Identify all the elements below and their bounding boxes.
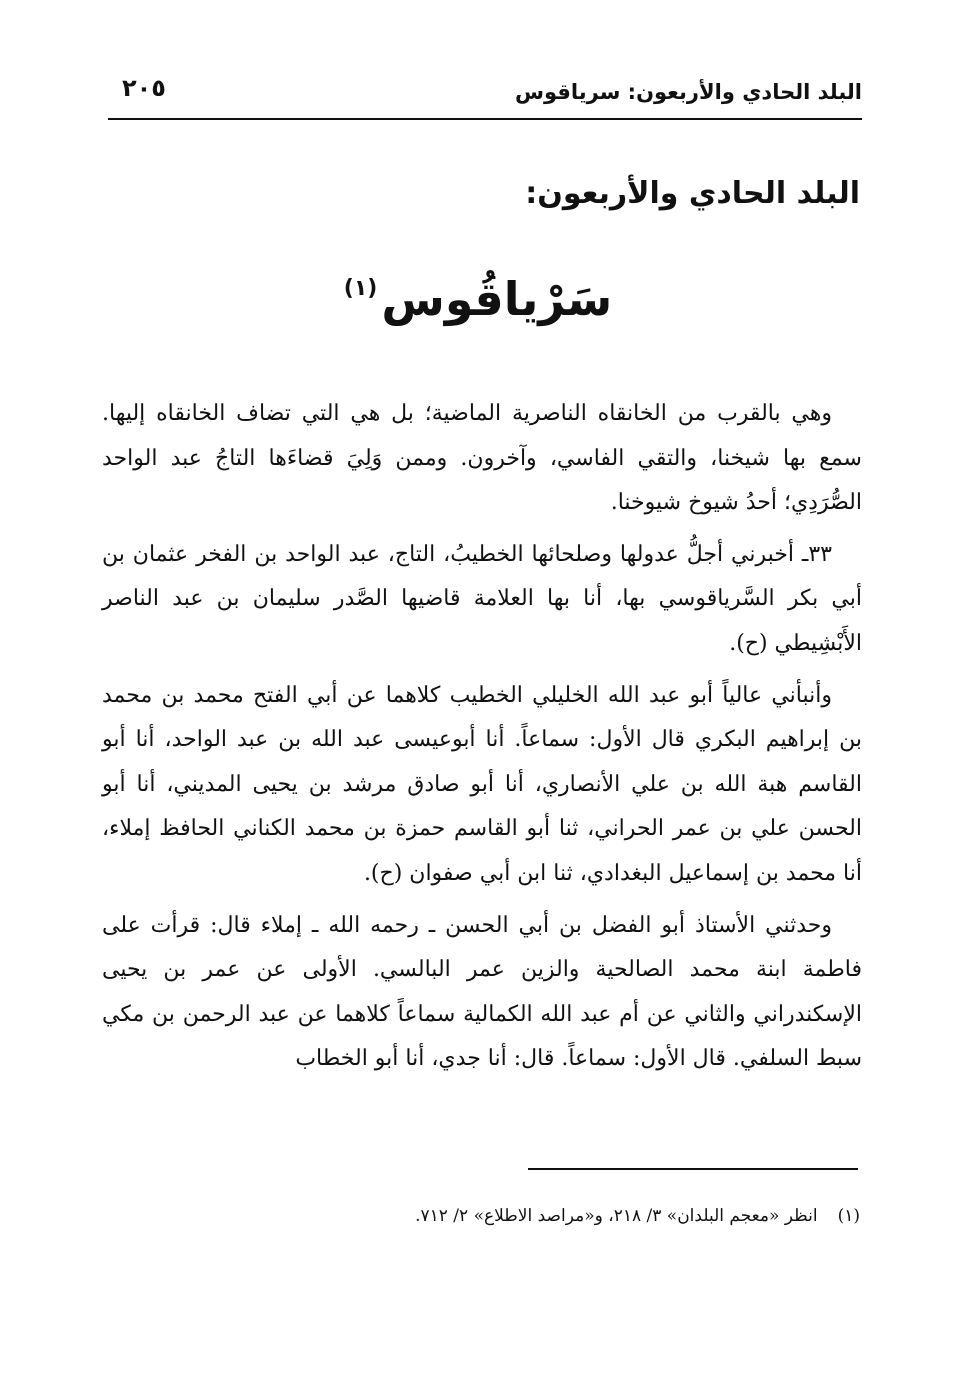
main-title-block bbox=[0, 272, 956, 326]
paragraph-isnad-1: وأنبأني عالياً أبو عبد الله الخليلي الخطيب كلاهما عن أبي الفتح محمد بن محمد بن إبراهيم البكري قال الأول: سماعاً. أنا أبوعيسى عبد الله بن عبد الواحد، أنا أبو القاسم هبة الله بن علي الأنصاري، أنا أبو صادق مرشد بن يحيى المديني، أنا أبو الحسن علي بن عمر الحراني، ثنا أبو القاسم حمزة بن محمد الكناني الحافظ إملاء، أنا محمد بن إسماعيل البغدادي، ثنا ابن أبي صفوان (ح). bbox=[102, 682, 862, 886]
footnote-marker: (١) bbox=[837, 1206, 860, 1226]
section-heading: البلد الحادي والأربعون: bbox=[525, 176, 860, 211]
footnote-divider bbox=[528, 1168, 858, 1170]
running-title: البلد الحادي والأربعون: سرياقوس bbox=[514, 80, 862, 104]
paragraph-isnad-2: وحدثني الأستاذ أبو الفضل بن أبي الحسن ـ رحمه الله ـ إملاء قال: قرأت على فاطمة ابنة محمد الصالحية والزين عمر البالسي. الأولى عن عمر بن يحيى الإسكندراني والثاني عن أم عبد الله الكمالية سماعاً كلاهما عن عبد الرحمن بن مكي سبط السلفي. قال الأول: سماعاً. قال: أنا جدي، أنا أبو الخطاب bbox=[102, 912, 862, 1072]
main-title: سَرْياقُوس bbox=[381, 272, 613, 326]
footnote-text: انظر «معجم البلدان» ٣/ ٢١٨، و«مراصد الاطلاع» ٢/ ٧١٢. bbox=[415, 1206, 818, 1226]
paragraph-hadith-33: ٣٣ـ أخبرني أجلُّ عدولها وصلحائها الخطيبُ، التاج، عبد الواحد بن الفخر عثمان بن أبي بكر السَّرياقوسي بها، أنا بها العلامة قاضيها الصَّدر سليمان بن عبد الناصر الأَبْشِيطي (ح). bbox=[102, 541, 862, 656]
title-footnote-marker: (١) bbox=[343, 276, 378, 301]
footnote bbox=[415, 1206, 860, 1226]
body-text bbox=[102, 392, 862, 1082]
paragraph-intro: وهي بالقرب من الخانقاه الناصرية الماضية؛ بل هي التي تضاف الخانقاه إليها. سمع بها شيخنا، والتقي الفاسي، وآخرون. وممن وَلِيَ قضاءَها التاجُ عبد الواحد الصُّرَدِي؛ أحدُ شيوخ شيوخنا. bbox=[102, 401, 862, 516]
page-number: ٢٠٥ bbox=[122, 74, 166, 102]
page-header bbox=[108, 66, 862, 120]
